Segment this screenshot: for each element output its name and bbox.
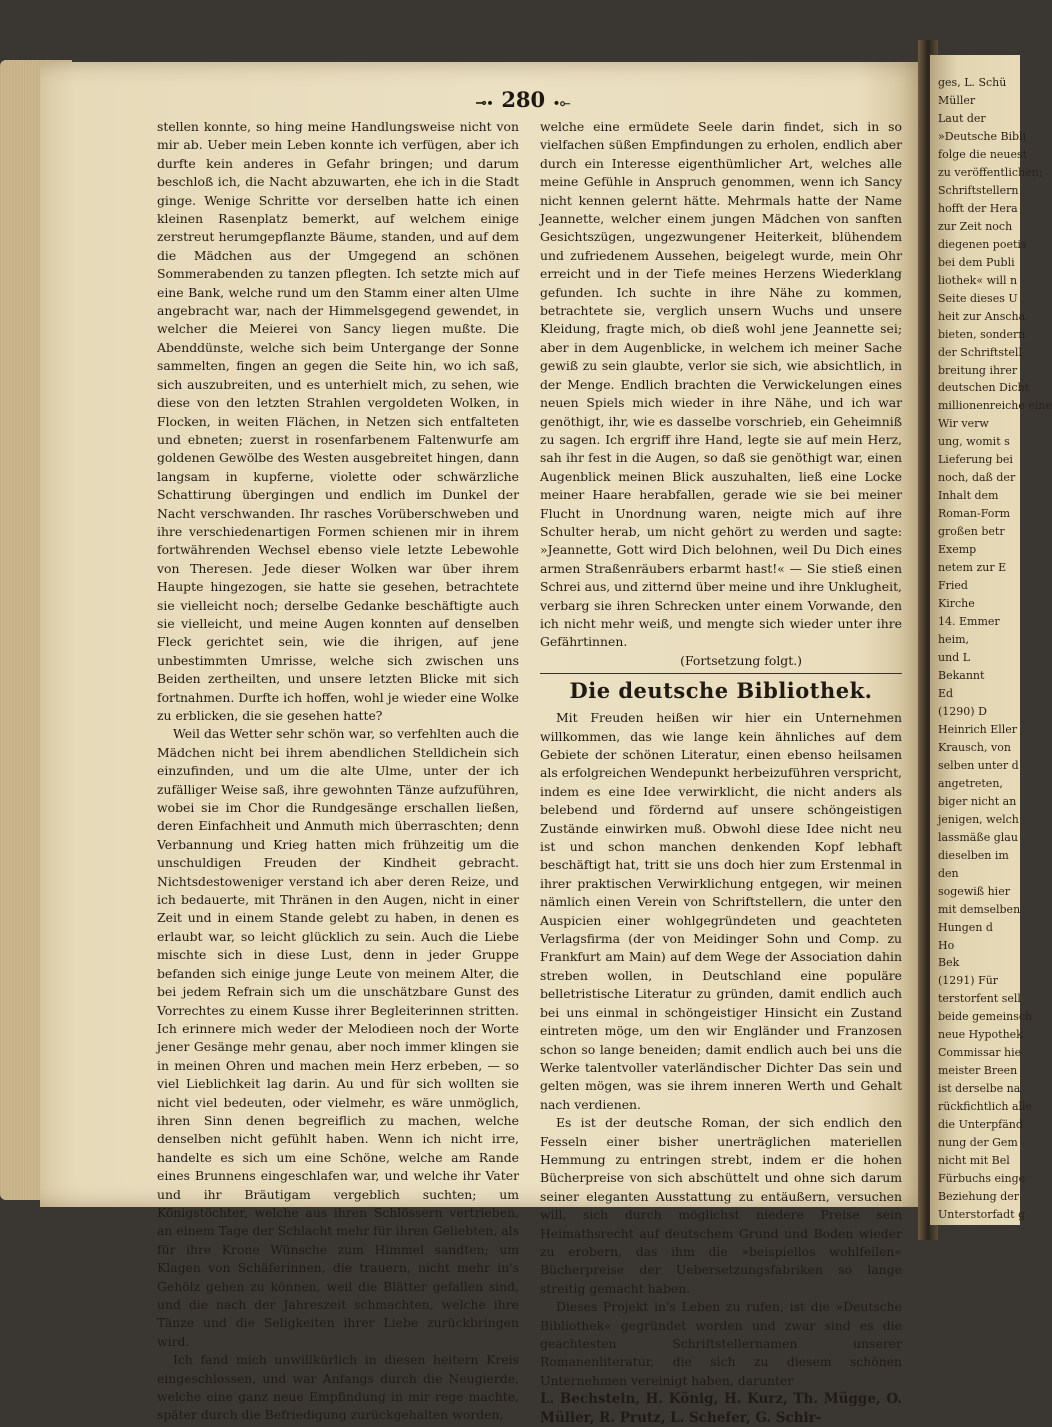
right-page-text-fragment: (1290) D: [938, 704, 987, 718]
right-page-text-fragment: Bek: [938, 956, 960, 970]
right-page-text-fragment: Commissar hie: [938, 1046, 1022, 1060]
page-number-text: 280: [501, 87, 546, 112]
right-page-text-fragment: millionenreiche eine: [938, 399, 1052, 413]
right-page-text-fragment: den: [938, 866, 959, 880]
right-page-text-fragment: ung, womit s: [938, 435, 1010, 449]
right-page-text-fragment: Schriftstellern: [938, 183, 1019, 197]
right-page-text-fragment: großen betr: [938, 525, 1005, 539]
right-page-text-fragment: Unterstorfadt g: [938, 1208, 1026, 1222]
paragraph: Ich fand mich unwillkürlich in diesen heitern Kreis eingeschlossen, und war Anfangs durch die Neugierde, welche eine ganz neue Empfindung in mir rege machte, später durch die Befriedigung zurückgehalten worden,: [157, 1352, 519, 1423]
right-page-text-fragment: und L: [938, 651, 971, 664]
right-page-text-fragment: Müller: [938, 93, 976, 107]
right-page-text-fragment: (1291) Für: [938, 974, 999, 988]
right-page-text-fragment: Fried: [938, 579, 968, 593]
ornament-right-icon: ∙⟜: [553, 96, 571, 111]
right-page-text-fragment: angetreten,: [938, 776, 1003, 790]
page-number: [458, 88, 588, 112]
right-page-text-fragment: Heinrich Eller: [938, 722, 1018, 736]
ornament-left-icon: ⊸∙: [475, 96, 494, 111]
right-page-fragment: [930, 55, 1052, 1225]
right-page-text-fragment: heit zur Anscha: [938, 309, 1026, 323]
right-page-text-fragment: Seite dieses U: [938, 291, 1018, 305]
right-text-column: [540, 118, 902, 1426]
right-page-text-fragment: folge die neuest: [938, 147, 1028, 161]
right-page-text-fragment: Ed: [938, 686, 954, 700]
right-page-text-fragment: deutschen Dicht: [938, 381, 1030, 395]
left-text-column: [157, 118, 519, 1423]
right-page-text-fragment: Hungen d: [938, 920, 993, 934]
right-page-text-fragment: mit demselben: [938, 902, 1021, 916]
right-page-text-fragment: jenigen, welch: [938, 812, 1019, 826]
right-page-text-fragment: biger nicht an: [938, 794, 1017, 808]
article-title: Die deutsche Bibliothek.: [569, 678, 873, 704]
right-page-text-fragment: Krausch, von: [938, 740, 1011, 754]
right-page-text-fragment: breitung ihrer: [938, 363, 1018, 377]
right-page-text-fragment: rückfichtlich alle: [938, 1100, 1033, 1114]
right-page-text-fragment: nung der Gem: [938, 1136, 1018, 1150]
right-page-text-fragment: »Deutsche Bibli: [938, 129, 1027, 143]
right-page-text-fragment: ist derselbe na: [938, 1082, 1021, 1096]
paragraph: stellen konnte, so hing meine Handlungsweise nicht von mir ab. Ueber mein Leben konnte ich verfügen, aber ich durfte kein anderes in Gefahr bringen; und darum beschloß ich, die Nacht abzuwarten, ehe ich in die Stadt ginge. Wenige Schritte vor derselben hatte ich einen kleinen Rasenplatz bemerkt, auf welchem einige zerstreut herumgepflanzte Bäume, standen, und auf dem die Mädchen aus der Umgegend an schönen Sommerabenden zu tanzen pflegten. Ich setzte mich auf eine Bank, welche rund um den Stamm einer alten Ulme angebracht war, nach der Himmelsgegend gewendet, in welcher die Meierei von Sancy liegen mußte. Die Abenddünste, welche sich beim Untergange der Sonne sammelten, fingen an gegen die Seite hin, wo ich saß, sich auszubreiten, und es unterhielt mich, zu sehen, wie diese von den letzten Strahlen vergoldeten Wolken, in Flocken, in weiten Flächen, in Netzen sich entfalteten und ebneten; zuerst in rosenfarbenem Faltenwurfe am goldenen Gewölbe des Westen ausgebreitet hingen, dann langsam in kupferne, violette oder schwärzliche Schattirung übergingen und endlich im Dunkel der Nacht verschwanden. Ihr rasches Vorüberschweben und ihre verschiedenartigen Formen schienen mir in ihrem fortwährenden Wechsel ebenso viele letzte Lebewohle von Theresen. Jede dieser Wolken war über ihrem Haupte hingezogen, sie hatte sie gesehen, betrachtete sie vielleicht noch; derselbe Gedanke beschäftigte auch sie vielleicht, und meine Augen konnten auf denselben Fleck gerichtet sein, wie die ihrigen, auf jene unbestimmten Umrisse, welche sich zwischen uns Beiden zertheilten, und unsere letzten Blicke mit sich fortnahmen. Durfte ich hoffen, wohl je wieder eine Wolke zu erblicken, die sie gesehen hatte?: [157, 119, 519, 723]
right-page-text-fragment: ges, L. Schü: [938, 76, 1007, 89]
right-page-text-fragment: bei dem Publi: [938, 255, 1015, 269]
right-page-text-fragment: terstorfent sell: [938, 992, 1021, 1006]
right-page-text-fragment: bieten, sondern: [938, 327, 1026, 341]
right-page-text-fragment: beide gemeinsch: [938, 1010, 1033, 1024]
right-page-text-fragment: nicht mit Bel: [938, 1154, 1010, 1168]
right-page-text-fragment: meister Breen: [938, 1064, 1018, 1078]
right-page-text-fragment: Roman-Form: [938, 507, 1011, 521]
right-page-text-fragment: selben unter d: [938, 758, 1019, 772]
right-page-text-fragment: netem zur E: [938, 561, 1007, 575]
divider: [540, 673, 902, 674]
right-page-text-fragment: heim,: [938, 633, 970, 647]
right-page-text-fragment: Wir verw: [938, 417, 989, 431]
right-page-text-fragment: Kirche: [938, 597, 975, 611]
right-page-text-fragment: zur Zeit noch: [938, 219, 1013, 233]
right-page-text-fragment: dieselben im: [938, 848, 1009, 862]
right-page-text-fragment: zu veröffentlichen;: [938, 165, 1043, 179]
right-page-text-fragment: Exemp: [938, 543, 977, 557]
right-page-text-fragment: die Unterpfänd: [938, 1118, 1023, 1132]
right-page-text-fragment: hofft der Hera: [938, 201, 1018, 215]
right-page-text-fragment: Lieferung bei: [938, 453, 1013, 467]
right-page-text-fragment: liothek« will n: [938, 273, 1018, 287]
right-page-text-fragment: Ho: [938, 938, 955, 952]
right-page-text-fragment: lassmäße glau: [938, 830, 1018, 844]
right-page-text-fragment: 14. Emmer: [938, 615, 1000, 629]
right-page-text-fragment: Bekannt: [938, 668, 985, 682]
right-page-text-fragment: sogewiß hier: [938, 884, 1010, 898]
right-page-text-fragment: neue Hypothek: [938, 1028, 1023, 1042]
paragraph: Mit Freuden heißen wir hier ein Unternehmen willkommen, das wie lange kein ähnliches auf dem Gebiete der schönen Literatur, einen ebenso heilsamen als erfolgreichen Wendepunkt herbeizuführen verspricht, indem es eine Idee verwirklicht, die nicht anders als belebend und fördernd auf unsere schöngeistigen Zustände einwirken muß. Obwohl diese Idee nicht neu ist und schon manchen denkenden Kopf lebhaft beschäftigt hat, tritt sie uns doch hier zum Erstenmal in ihrer praktischen Verwirklichung entgegen, wir meinen nämlich einen Verein von Schriftstellern, die unter den Auspicien einer wohlgegründeten und geachteten Verlagsfirma (der von Meidinger Sohn und Comp. zu Frankfurt am Main) auf dem Wege der Association dahin streben wollen, in Deutschland eine populäre belletristische Literatur zu gründen, damit endlich auch bei uns einmal in schöngeistiger Hinsicht ein Zustand eintreten möge, um den wir Engländer und Franzosen schon so lange beneiden; damit endlich auch bei uns die Werke talentvoller vaterländischer Dichter Das sein und gelten mögen, was sie ihrem inneren Werth und Gehalt nach verdienen.: [540, 710, 902, 1112]
right-page-text-fragment: Laut der: [938, 111, 986, 125]
paragraph: Es ist der deutsche Roman, der sich endlich den Fesseln einer bisher unerträglichen materiellen Hemmung zu entringen strebt, indem er die hohen Bücherpreise von sich abschüttelt und ohne sich darum seiner eleganten Ausstattung zu entäußern, versuchen will, sich durch möglichst niedere Preise sein Heimathsrecht auf deutschem Grund und Boden wieder zu erobern, das ihm die »beispiellos wohlfeilen« Bücherpreise der Uebersetzungsfabriken so lange streitig gemacht haben.: [540, 1115, 902, 1296]
right-page-text-fragment: der Schriftstell: [938, 345, 1022, 359]
paragraph: welche eine ermüdete Seele darin findet, sich in so vielfachen süßen Empfindungen zu erholen, endlich aber durch ein Interesse eigenthümlicher Art, welches alle meine Gefühle in Anspruch genommen, wenn ich Sancy nicht kennen gelernt hätte. Mehrmals hatte der Name Jeannette, welcher einem jungen Mädchen von sanften Gesichtszügen, ungezwungener Heiterkeit, blühendem und zufriedenem Aussehen, beigelegt wurde, mein Ohr erreicht und in der Tiefe meines Herzens Wiederklang gefunden. Ich suchte in ihre Nähe zu kommen, betrachtete sie, verglich unsern Wuchs und unsere Kleidung, fragte mich, ob dieß wohl jene Jeannette sei; aber in dem Augenblicke, in welchem ich meiner Sache gewiß zu sein glaubte, verlor sie sich, wie absichtlich, in der Menge. Endlich brachten die Verwickelungen eines neuen Spiels mich wieder in ihre Nähe, und ich war genöthigt, ihr, wie es dasselbe vorschrieb, ein Geheimniß zu sagen. Ich ergriff ihre Hand, legte sie auf mein Herz, sah ihr fest in die Augen, so daß sie genöthigt war, einen Augenblick meinen Blick auszuhalten, ließ eine Locke meiner Haare herabfallen, gerade wie sie bei meiner Flucht in Unordnung waren, neigte mich auf ihre Schulter herab, um nicht gehört zu werden und sagte: »Jeannette, Gott wird Dich belohnen, weil Du Dich eines armen Straßenräubers erbarmt hast!« — Sie stieß einen Schrei aus, und zitternd über meine und ihre Unklugheit, verbarg sie ihren Schrecken unter einem Vorwande, den ich nicht mehr weiß, und mengte sich wieder unter ihre Gefährtinnen.: [540, 119, 902, 650]
paragraph: Weil das Wetter sehr schön war, so verfehlten auch die Mädchen nicht bei ihrem abendlichen Stelldichein sich einzufinden, und um die alte Ulme, unter der ich zufälliger Weise saß, ihre gewohnten Tänze aufzuführen, wobei sie im Chor die Rundgesänge erschallen ließen, deren Einfachheit und Anmuth mich überraschten; denn Verbannung und Krieg hatten mich frühzeitig um die unschuldigen Freuden der Kindheit gebracht. Nichtsdestoweniger verstand ich aber deren Reize, und ich bedauerte, mit Thränen in den Augen, nicht in einer Zeit und in einem Stande gelebt zu haben, in denen es erlaubt war, so leicht glücklich zu sein. Auch die Liebe mischte sich in diese Lust, denn in jeder Gruppe befanden sich einige junge Leute von meinem Alter, die bei jedem Refrain sich um die unschätzbare Gunst des Vorrechtes zu einem Kusse ihrer Begleiterinnen stritten. Ich erinnere mich weder der Melodieen noch der Worte jener Gesänge mehr genau, aber noch immer klingen sie in meinen Ohren und machen mein Herz erbeben, — so viel Lieblichkeit lag darin. Au und für sich wollten sie nicht viel bedeuten, oder vielmehr, es wäre unmöglich, ihren Sinn denen begreiflich zu machen, welche denselben nicht gefühlt haben. Wenn ich nicht irre, handelte es sich um eine Schöne, welche am Rande eines Brunnens eingeschlafen war, und welche ihr Vater und ihr Bräutigam vergeblich suchten; um Königstöchter, welche aus ihren Schlössern vertrieben, an einem Tage der Schlacht mehr für ihren Geliebten, als für ihre Krone Wünsche zum Himmel sandten; um Klagen von Schäferinnen, die trauern, nicht mehr in's Gehölz gehen zu können, weil die Blätter gefallen sind, und die nach der Jahreszeit schmachten, welche ihre Tänze und die Seligkeiten ihrer Liebe zurückbringen wird.: [157, 726, 519, 1349]
paragraph: Dieses Projekt in's Leben zu rufen, ist die »Deutsche Bibliothek« gegründet worden und zwar sind es die geachtesten Schriftstellernamen unserer Romanenliteratur, die sich zu diesem schönen Unternehmen vereinigt haben, darunter: [540, 1299, 902, 1388]
right-page-text-fragment: diegenen poetis: [938, 237, 1027, 251]
right-page-text-fragment: Inhalt dem: [938, 489, 999, 503]
continuation-note: (Fortsetzung folgt.): [680, 652, 802, 668]
author-names: L. Bechstein, H. König, H. Kurz, Th. Mügge, O. Müller, R. Prutz, L. Schefer, G. Schir-: [540, 1391, 902, 1426]
right-page-text-fragment: Beziehung der: [938, 1190, 1020, 1204]
right-page-text-fragment: noch, daß der: [938, 471, 1016, 485]
right-page-text-fragment: Fürbuchs einge: [938, 1172, 1026, 1186]
